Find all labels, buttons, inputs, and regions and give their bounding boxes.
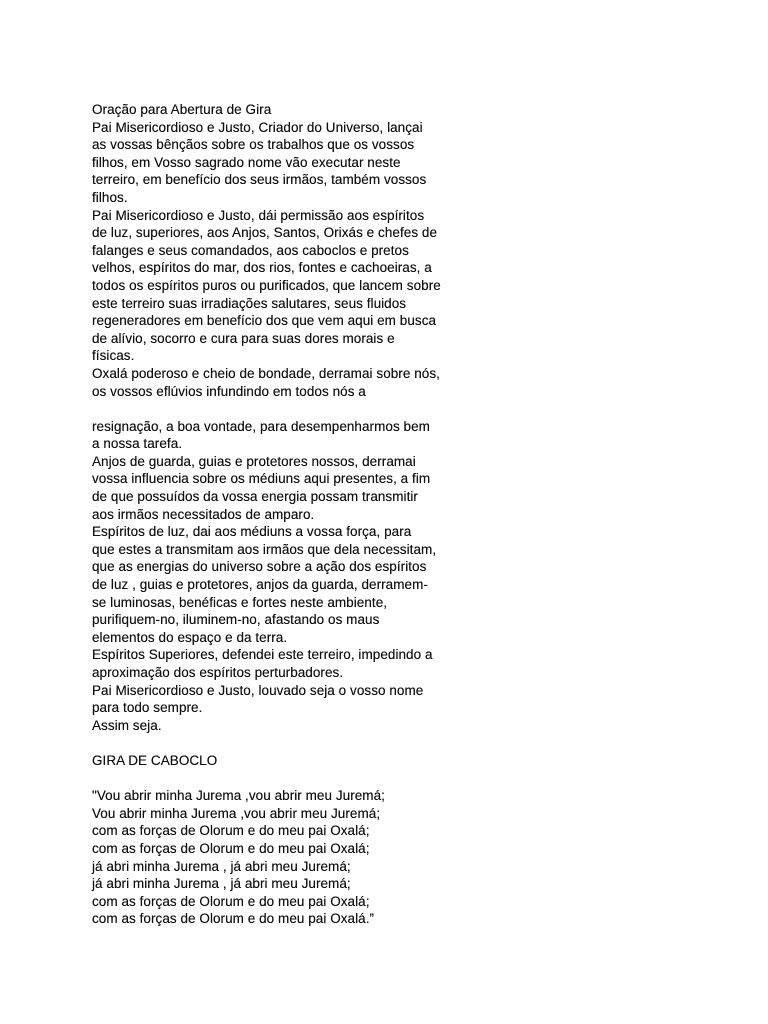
song-line: com as forças de Olorum e do meu pai Oxalá; bbox=[92, 823, 370, 839]
prayer-line: aos irmãos necessitados de amparo. bbox=[92, 506, 315, 522]
paragraph-gap bbox=[92, 400, 512, 418]
prayer-line: de luz , guias e protetores, anjos da guarda, derramem- bbox=[92, 577, 428, 593]
song-line: com as forças de Olorum e do meu pai Oxalá.” bbox=[92, 911, 375, 927]
prayer-line: a nossa tarefa. bbox=[92, 436, 183, 452]
prayer-line: filhos, em Vosso sagrado nome vão executar neste bbox=[92, 154, 401, 170]
prayer-line: terreiro, em benefício dos seus irmãos, também vossos bbox=[92, 172, 427, 188]
song-lyrics bbox=[92, 787, 512, 928]
prayer-line: Anjos de guarda, guias e protetores nossos, derramai bbox=[92, 453, 416, 469]
prayer-line: regeneradores em benefício dos que vem aqui em busca bbox=[92, 313, 437, 329]
prayer-line: filhos. bbox=[92, 189, 128, 205]
prayer-line: velhos, espíritos do mar, dos rios, fontes e cachoeiras, a bbox=[92, 260, 432, 276]
document-body bbox=[92, 101, 512, 928]
prayer-line: aproximação dos espíritos perturbadores. bbox=[92, 665, 344, 680]
prayer-line: os vossos eflúvios infundindo em todos nós a bbox=[92, 383, 366, 399]
prayer-line: de que possuídos da vossa energia possam transmitir bbox=[92, 489, 418, 505]
prayer-line: para todo sempre. bbox=[92, 700, 203, 716]
prayer-line: Pai Misericordioso e Justo, dái permissão aos espíritos bbox=[92, 207, 425, 223]
song-line: "Vou abrir minha Jurema ,vou abrir meu Juremá; bbox=[92, 788, 385, 804]
prayer-line: de alívio, socorro e cura para suas dores morais e bbox=[92, 330, 395, 346]
prayer-title: Oração para Abertura de Gira bbox=[92, 102, 272, 117]
prayer-line: resignação, a boa vontade, para desempenharmos bem bbox=[92, 418, 430, 434]
prayer-line: se luminosas, benéficas e fortes neste ambiente, bbox=[92, 594, 388, 610]
song-line: já abri minha Jurema , já abri meu Juremá; bbox=[92, 858, 351, 874]
paragraph-gap bbox=[92, 770, 512, 788]
prayer-line: Pai Misericordioso e Justo, louvado seja o vosso nome bbox=[92, 682, 424, 698]
prayer-line: de luz, superiores, aos Anjos, Santos, Orixás e chefes de bbox=[92, 225, 438, 241]
prayer-line: Assim seja. bbox=[92, 717, 162, 733]
prayer-line: Espíritos de luz, dai aos médiuns a vossa força, para bbox=[92, 524, 412, 540]
song-line: já abri minha Jurema , já abri meu Juremá; bbox=[92, 876, 351, 892]
song-heading: GIRA DE CABOCLO bbox=[92, 752, 218, 768]
prayer-line: purifiquem-no, iluminem-no, afastando os maus bbox=[92, 612, 380, 628]
prayer-line: Espíritos Superiores, defendei este terreiro, impedindo a bbox=[92, 647, 433, 663]
prayer-line: todos os espíritos puros ou purificados, que lancem sobre bbox=[92, 277, 441, 293]
prayer-line: que estes a transmitam aos irmãos que dela necessitam, bbox=[92, 541, 437, 557]
prayer-line: vossa influencia sobre os médiuns aqui presentes, a fim bbox=[92, 471, 431, 487]
song-line: com as forças de Olorum e do meu pai Oxalá; bbox=[92, 840, 370, 856]
prayer-line: físicas. bbox=[92, 348, 135, 364]
song-line: com as forças de Olorum e do meu pai Oxalá; bbox=[92, 893, 370, 909]
prayer-line: falanges e seus comandados, aos caboclos e pretos bbox=[92, 242, 409, 258]
prayer-line: as vossas bênçãos sobre os trabalhos que os vossos bbox=[92, 137, 415, 153]
prayer-line: Oxalá poderoso e cheio de bondade, derramai sobre nós, bbox=[92, 365, 440, 381]
paragraph-gap bbox=[92, 734, 512, 752]
prayer-line: Pai Misericordioso e Justo, Criador do Universo, lançai bbox=[92, 119, 423, 135]
song-line: Vou abrir minha Jurema ,vou abrir meu Juremá; bbox=[92, 805, 381, 821]
prayer-line: elementos do espaço e da terra. bbox=[92, 629, 288, 645]
prayer-line: que as energias do universo sobre a ação dos espíritos bbox=[92, 559, 427, 575]
prayer-paragraph-1 bbox=[92, 119, 512, 401]
prayer-paragraph-2 bbox=[92, 418, 512, 735]
prayer-line: este terreiro suas irradiações salutares, seus fluidos bbox=[92, 295, 407, 311]
